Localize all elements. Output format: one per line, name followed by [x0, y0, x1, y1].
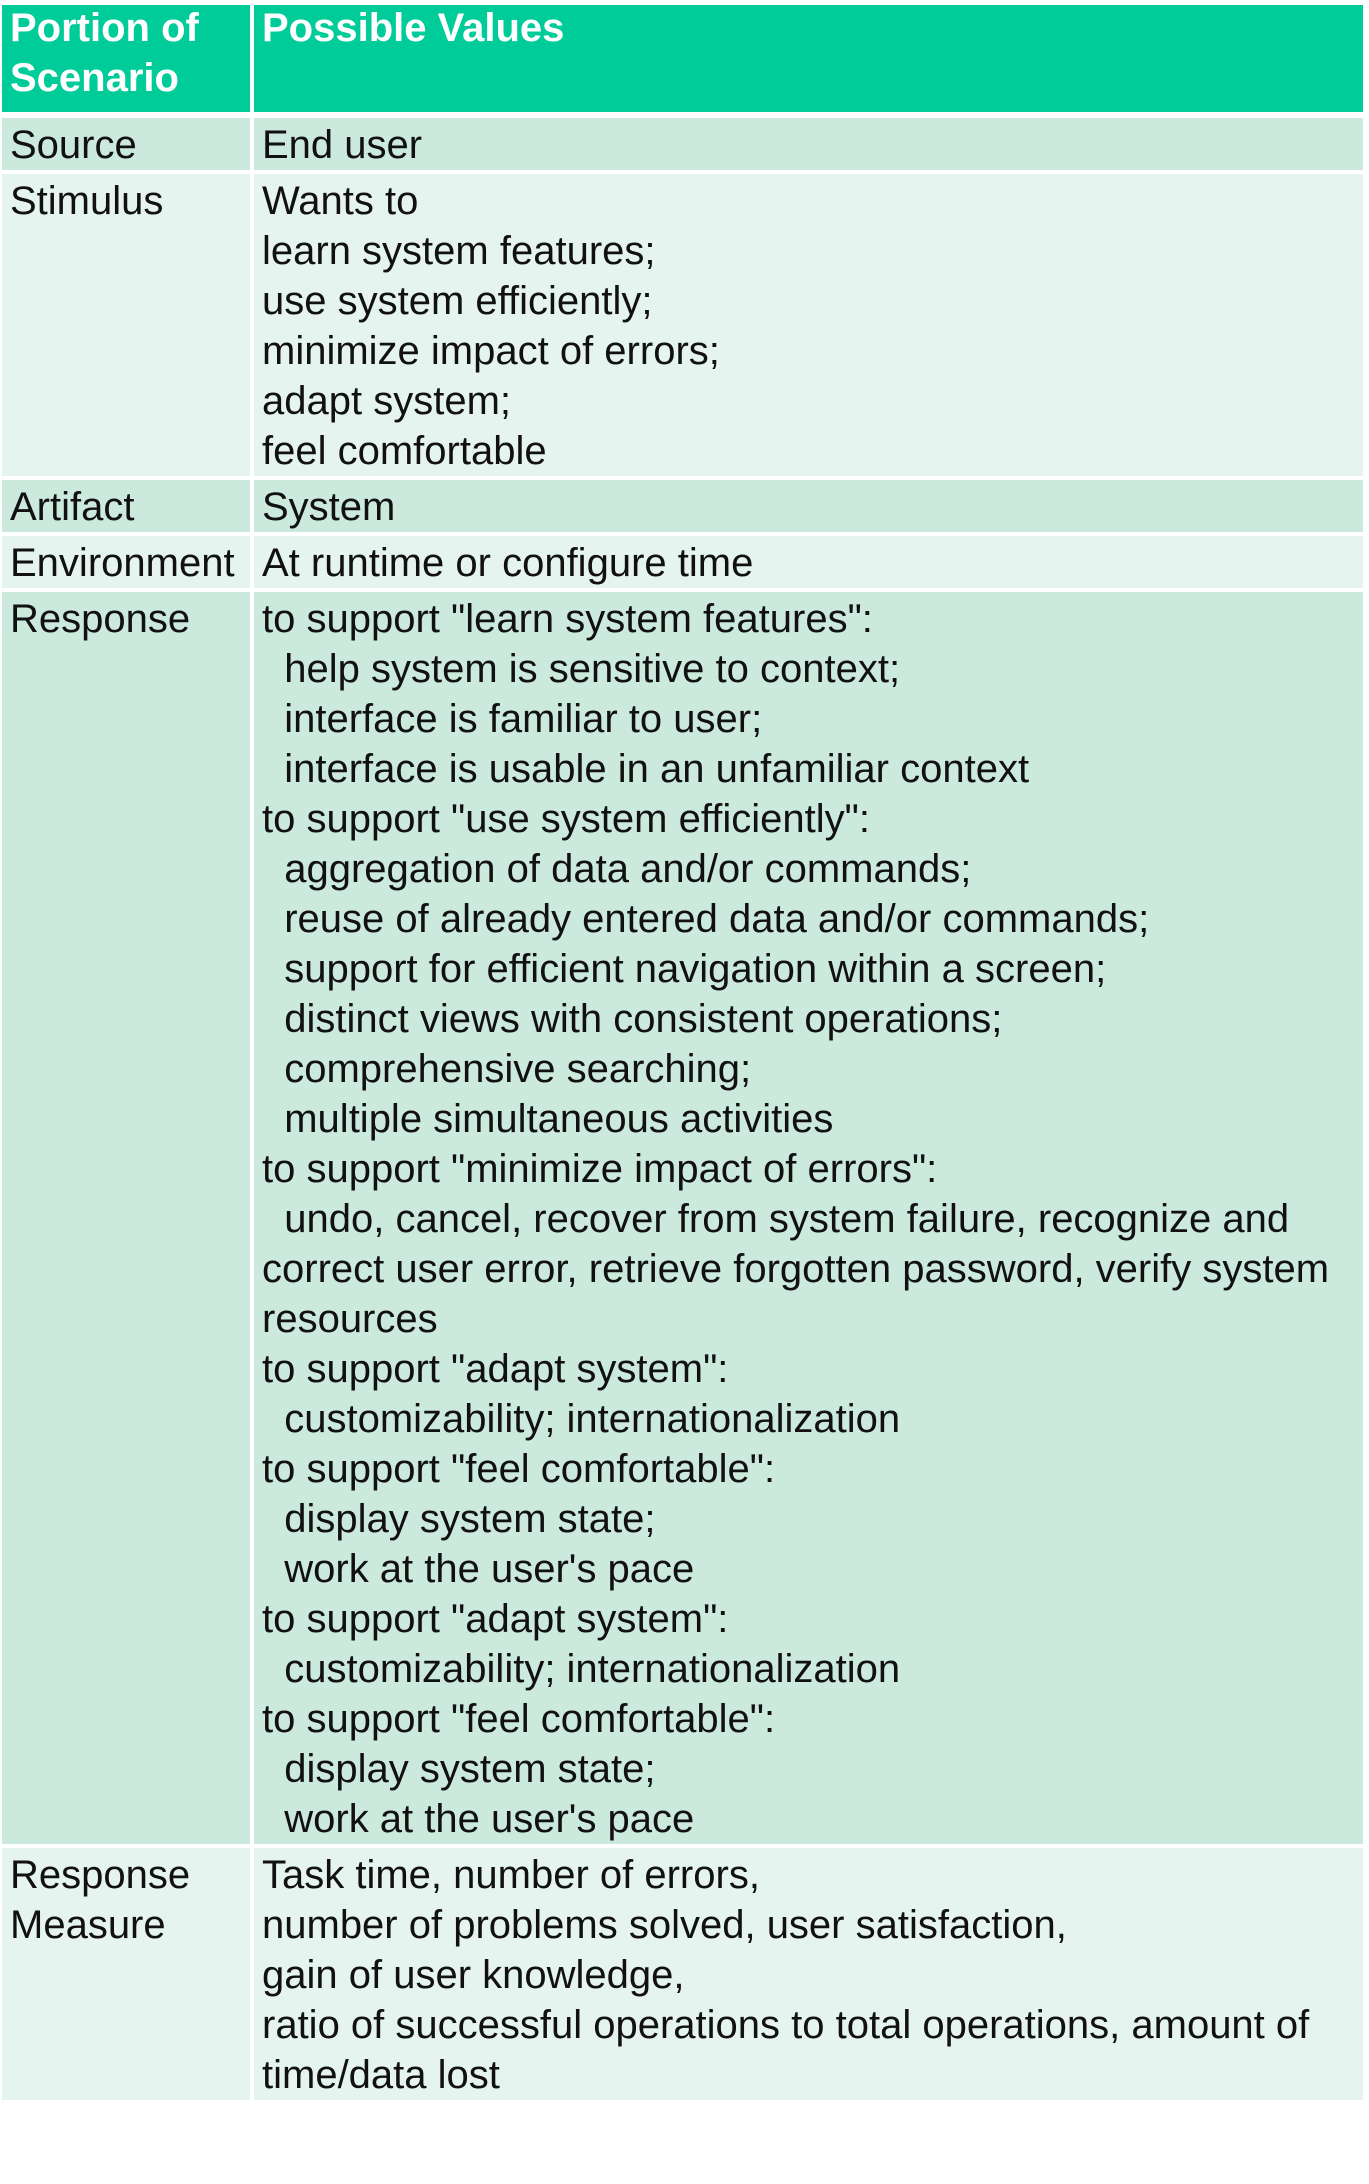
quality-attribute-scenario-table — [2, 5, 1367, 2104]
value-line: Wants to — [262, 179, 419, 223]
value-line: ratio of successful operations to total operations, amount of time/data lost — [262, 2003, 1321, 2097]
table-body — [2, 118, 1367, 2104]
value-line: to support "minimize impact of errors": — [262, 1147, 938, 1191]
value-line: multiple simultaneous activities — [262, 1097, 834, 1141]
values-cell — [254, 118, 1367, 174]
values-cell — [254, 592, 1367, 1848]
table-row — [2, 118, 1367, 174]
table-header-row — [2, 5, 1367, 118]
portion-label: Stimulus — [10, 179, 164, 223]
value-line: number of problems solved, user satisfaction, — [262, 1903, 1067, 1947]
values-cell — [254, 174, 1367, 480]
header-portion-of-scenario: Portion of Scenario — [2, 5, 254, 118]
portion-label: Source — [10, 123, 137, 167]
portion-cell — [2, 174, 254, 480]
values-cell — [254, 536, 1367, 592]
value-line: display system state; — [262, 1747, 656, 1791]
value-line: learn system features; — [262, 229, 656, 273]
value-line: work at the user's pace — [262, 1797, 695, 1841]
value-line: to support "adapt system": — [262, 1347, 729, 1391]
value-line: interface is familiar to user; — [262, 697, 763, 741]
portion-label: Response — [10, 597, 191, 641]
table-row — [2, 480, 1367, 536]
portion-cell — [2, 480, 254, 536]
value-line: to support "learn system features": — [262, 597, 873, 641]
value-line: customizability; internationalization — [262, 1397, 901, 1441]
value-line: End user — [262, 123, 423, 167]
portion-label: Artifact — [10, 485, 135, 529]
value-line: feel comfortable — [262, 429, 547, 473]
table-row — [2, 592, 1367, 1848]
value-line: customizability; internationalization — [262, 1647, 901, 1691]
value-line: use system efficiently; — [262, 279, 653, 323]
value-line: aggregation of data and/or commands; — [262, 847, 972, 891]
value-line: gain of user knowledge, — [262, 1953, 685, 1997]
value-line: distinct views with consistent operations; — [262, 997, 1003, 1041]
value-line: minimize impact of errors; — [262, 329, 720, 373]
value-line: to support "feel comfortable": — [262, 1697, 776, 1741]
portion-cell — [2, 536, 254, 592]
value-line: adapt system; — [262, 379, 512, 423]
portion-cell — [2, 592, 254, 1848]
portion-cell — [2, 118, 254, 174]
value-line: to support "use system efficiently": — [262, 797, 870, 841]
portion-label: Environment — [10, 541, 235, 585]
value-line: undo, cancel, recover from system failure, recognize and correct user error, retrieve forgotten password, verify system resources — [262, 1197, 1341, 1341]
value-line: support for efficient navigation within a screen; — [262, 947, 1107, 991]
values-cell — [254, 480, 1367, 536]
table-row — [2, 536, 1367, 592]
value-line: work at the user's pace — [262, 1547, 695, 1591]
value-line: to support "feel comfortable": — [262, 1447, 776, 1491]
value-line: Task time, number of errors, — [262, 1853, 760, 1897]
values-cell — [254, 1848, 1367, 2104]
portion-cell — [2, 1848, 254, 2104]
value-line: display system state; — [262, 1497, 656, 1541]
header-possible-values: Possible Values — [254, 5, 1367, 118]
value-line: to support "adapt system": — [262, 1597, 729, 1641]
value-line: System — [262, 485, 396, 529]
portion-label: Response Measure — [10, 1853, 191, 1947]
value-line: help system is sensitive to context; — [262, 647, 901, 691]
table-row — [2, 1848, 1367, 2104]
value-line: interface is usable in an unfamiliar context — [262, 747, 1030, 791]
value-line: reuse of already entered data and/or commands; — [262, 897, 1150, 941]
value-line: comprehensive searching; — [262, 1047, 752, 1091]
value-line: At runtime or configure time — [262, 541, 754, 585]
table-row — [2, 174, 1367, 480]
